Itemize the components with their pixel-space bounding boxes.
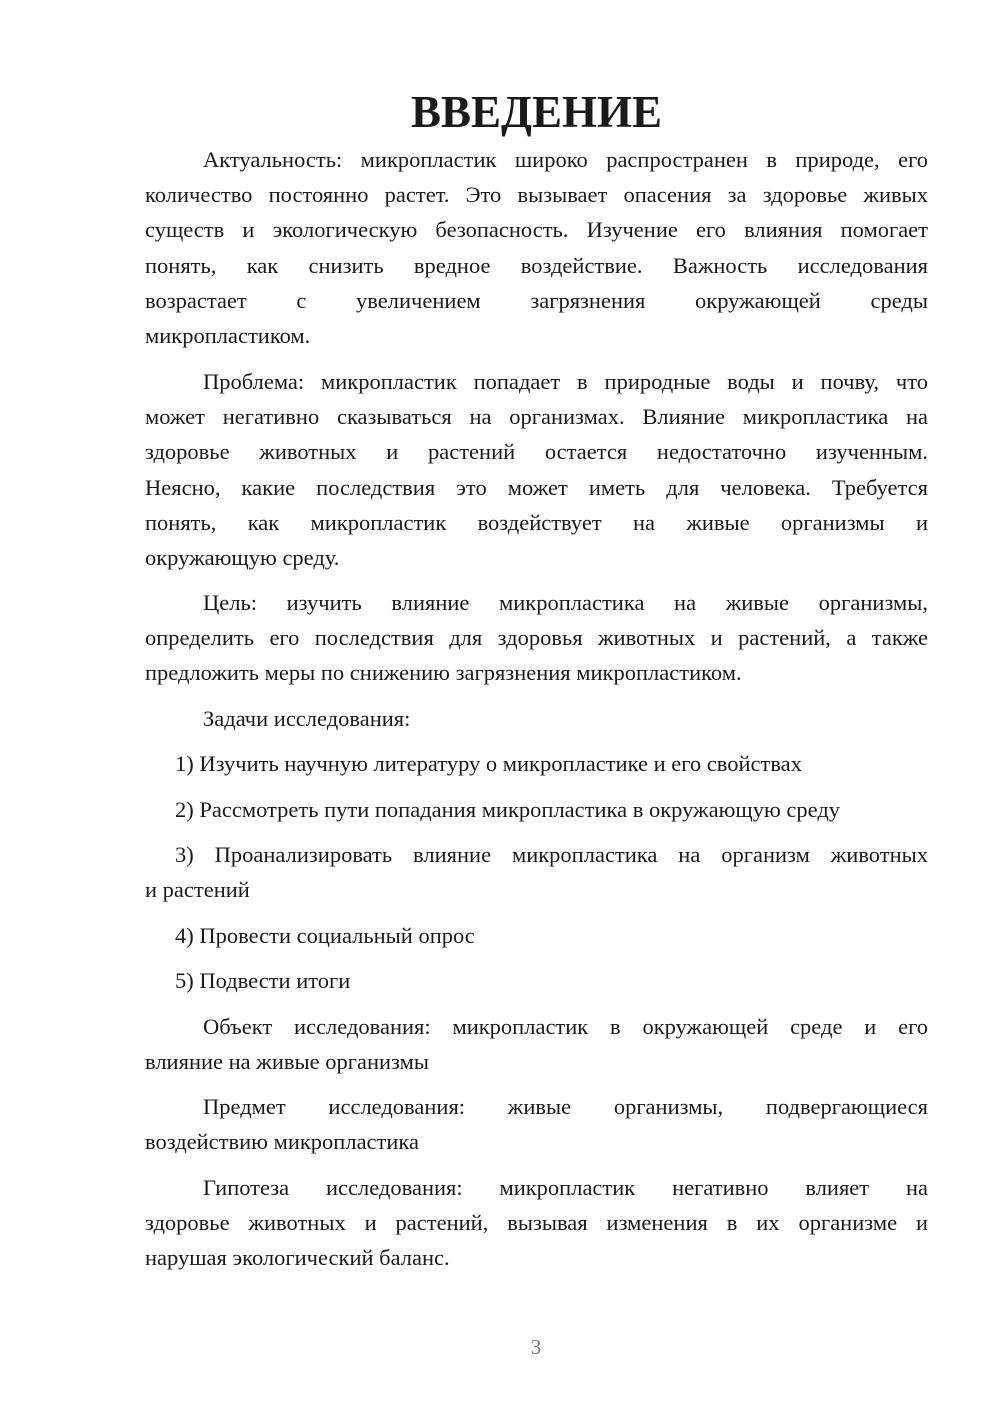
paragraph-line: Предмет исследования: живые организмы, подвергающиеся: [203, 1094, 928, 1119]
paragraph-line: количество постоянно растет. Это вызывает опасения за здоровье живых: [145, 182, 928, 208]
paragraph-line: влияние на живые организмы: [145, 1049, 429, 1075]
paragraph-line: здоровье животных и растений остается недостаточно изученным.: [145, 439, 928, 465]
paragraph-line: Объект исследования: микропластик в окружающей среде и его: [203, 1014, 928, 1039]
paragraph-line: существ и экологическую безопасность. Изучение его влияния помогает: [145, 217, 928, 243]
paragraph-line: Актуальность: микропластик широко распространен в природе, его: [203, 147, 928, 172]
goal-paragraph: [145, 585, 928, 691]
paragraph-line: микропластиком.: [145, 322, 311, 348]
paragraph-line: может негативно сказываться на организмах. Влияние микропластика на: [145, 404, 928, 430]
paragraph-line: понять, как микропластик воздействует на живые организмы и: [145, 509, 928, 535]
paragraph-line: Проблема: микропластик попадает в природные воды и почву, что: [203, 369, 928, 394]
task-item-5: [145, 963, 928, 998]
paragraph-line: Неясно, какие последствия это может иметь для человека. Требуется: [145, 474, 928, 500]
paragraph-line: Гипотеза исследования: микропластик негативно влияет на: [203, 1175, 928, 1200]
paragraph-line: нарушая экологический баланс.: [145, 1245, 450, 1271]
list-item-continuation: и растений: [145, 877, 250, 903]
list-item: 5) Подвести итоги: [175, 968, 351, 993]
list-item: 4) Провести социальный опрос: [175, 923, 475, 948]
paragraph-line: определить его последствия для здоровья животных и растений, а также: [145, 625, 928, 651]
page-title: ВВЕДЕНИЕ: [410, 87, 663, 137]
hypothesis-paragraph: [145, 1170, 928, 1276]
task-item-1: [145, 746, 928, 781]
paragraph-line: понять, как снизить вредное воздействие. Важность исследования: [145, 252, 928, 278]
page-number: 3: [530, 1335, 542, 1359]
list-item: 3) Проанализировать влияние микропластика на организм животных: [175, 842, 928, 867]
tasks-heading: [145, 701, 928, 736]
paragraph-line: окружающую среду.: [145, 544, 340, 570]
task-item-4: [145, 918, 928, 953]
paragraph-line: воздействию микропластика: [145, 1129, 419, 1155]
task-item-3: [145, 837, 928, 907]
tasks-heading-text: Задачи исследования:: [203, 706, 411, 731]
problem-paragraph: [145, 364, 928, 575]
paragraph-line: возрастает с увеличением загрязнения окружающей среды: [145, 287, 928, 313]
list-item: 1) Изучить научную литературу о микропластике и его свойствах: [175, 751, 802, 776]
task-item-2: [145, 792, 928, 827]
paragraph-line: Цель: изучить влияние микропластика на живые организмы,: [203, 590, 928, 615]
paragraph-line: предложить меры по снижению загрязнения микропластиком.: [145, 660, 742, 686]
subject-paragraph: [145, 1089, 928, 1159]
object-paragraph: [145, 1009, 928, 1079]
relevance-paragraph: [145, 142, 928, 353]
paragraph-line: здоровье животных и растений, вызывая изменения в их организме и: [145, 1210, 928, 1236]
list-item: 2) Рассмотреть пути попадания микропластика в окружающую среду: [175, 797, 841, 822]
